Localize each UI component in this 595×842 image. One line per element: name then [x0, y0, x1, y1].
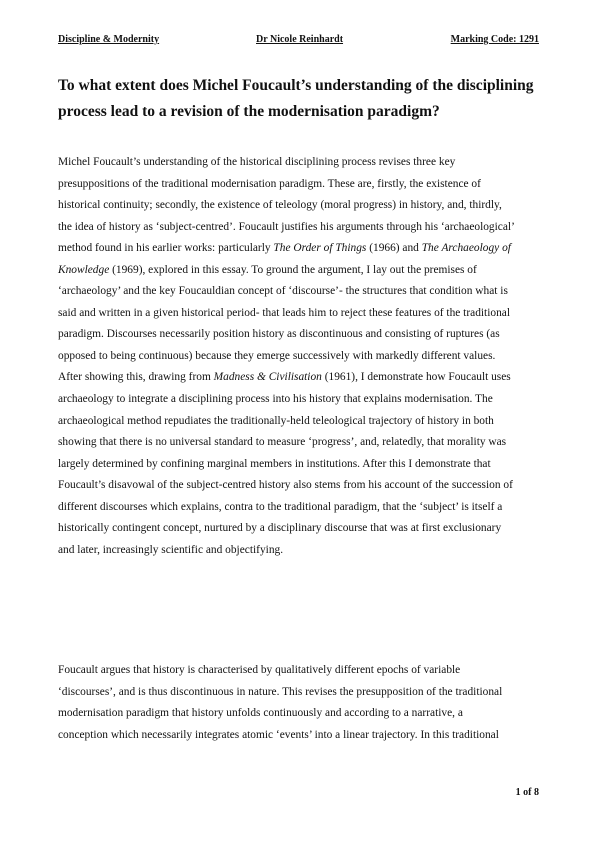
text-line: Foucault’s disavowal of the subject-centred history also stems from his account of the succession of — [58, 479, 513, 492]
header-lecturer: Dr Nicole Reinhardt — [256, 34, 344, 45]
running-header — [58, 34, 539, 48]
title-line: To what extent does Michel Foucault’s understanding of the disciplining — [58, 77, 534, 94]
text-run: (1969), explored in this essay. To ground the argument, I lay out the premises of — [109, 263, 477, 276]
text-run: After showing this, drawing from — [58, 371, 214, 384]
text-line — [58, 367, 540, 389]
text-line: said and written in a given historical period- that leads him to reject these features of the traditional — [58, 306, 510, 319]
text-line: Foucault argues that history is characterised by qualitatively different epochs of variable — [58, 664, 461, 676]
text-line — [58, 260, 540, 282]
book-title-italic: Knowledge — [58, 263, 110, 276]
header-marking-code: Marking Code: 1291 — [450, 34, 539, 45]
text-line: the idea of history as ‘subject-centred’. Foucault justifies his arguments through his ‘archaeological’ — [58, 220, 515, 233]
text-line: largely determined by confining marginal members in institutions. After this I demonstrate that — [58, 457, 491, 470]
paragraph-intro — [58, 152, 540, 561]
text-line: presuppositions of the traditional modernisation paradigm. These are, firstly, the existence of — [58, 177, 481, 190]
text-line: and later, increasingly scientific and objectifying. — [58, 543, 284, 556]
book-title-italic: The Order of Things — [273, 242, 367, 255]
title-line: process lead to a revision of the modernisation paradigm? — [58, 103, 440, 120]
text-line: modernisation paradigm that history unfolds continuously and according to a narrative, a — [58, 707, 463, 720]
text-run: method found in his earlier works: particularly — [58, 242, 274, 255]
book-title-italic: Madness & Civilisation — [213, 371, 322, 384]
text-run: (1966) and — [366, 242, 422, 255]
text-line: ‘archaeology’ and the key Foucauldian concept of ‘discourse’- the structures that condition what is — [58, 285, 508, 298]
page-number: 1 of 8 — [515, 787, 539, 798]
text-line: historical continuity; secondly, the existence of teleology (moral progress) in history, and, thirdly, — [58, 199, 502, 212]
text-line: showing that there is no universal standard to measure ‘progress’, and, relatedly, that morality was — [58, 436, 507, 449]
text-line: ‘discourses’, and is thus discontinuous in nature. This revises the presupposition of the traditional — [58, 685, 503, 698]
header-course-title: Discipline & Modernity — [58, 34, 160, 45]
essay-title — [58, 73, 539, 125]
text-line: conception which necessarily integrates atomic ‘events’ into a linear trajectory. In this traditional — [58, 728, 499, 741]
paragraph-discontinuity — [58, 660, 540, 746]
text-line: historically contingent concept, nurtured by a disciplinary discourse that was at first exclusionary — [58, 522, 502, 535]
text-line: archaeological method repudiates the traditionally-held teleological trajectory of history in both — [58, 414, 494, 427]
text-run: (1961), I demonstrate how Foucault uses — [321, 371, 511, 384]
text-line: opposed to being continuous) because they emerge successively with markedly different values. — [58, 349, 496, 362]
text-line: paradigm. Discourses necessarily position history as discontinuous and consisting of ruptures (as — [58, 328, 500, 341]
text-line: archaeology to integrate a disciplining process into his history that explains modernisation. The — [58, 393, 493, 406]
book-title-italic: The Archaeology of — [421, 242, 511, 255]
text-line: different discourses which explains, contra to the traditional paradigm, that the ‘subject’ is itself a — [58, 500, 503, 513]
text-line: Michel Foucault’s understanding of the historical disciplining process revises three key — [58, 156, 456, 168]
text-line — [58, 238, 540, 260]
